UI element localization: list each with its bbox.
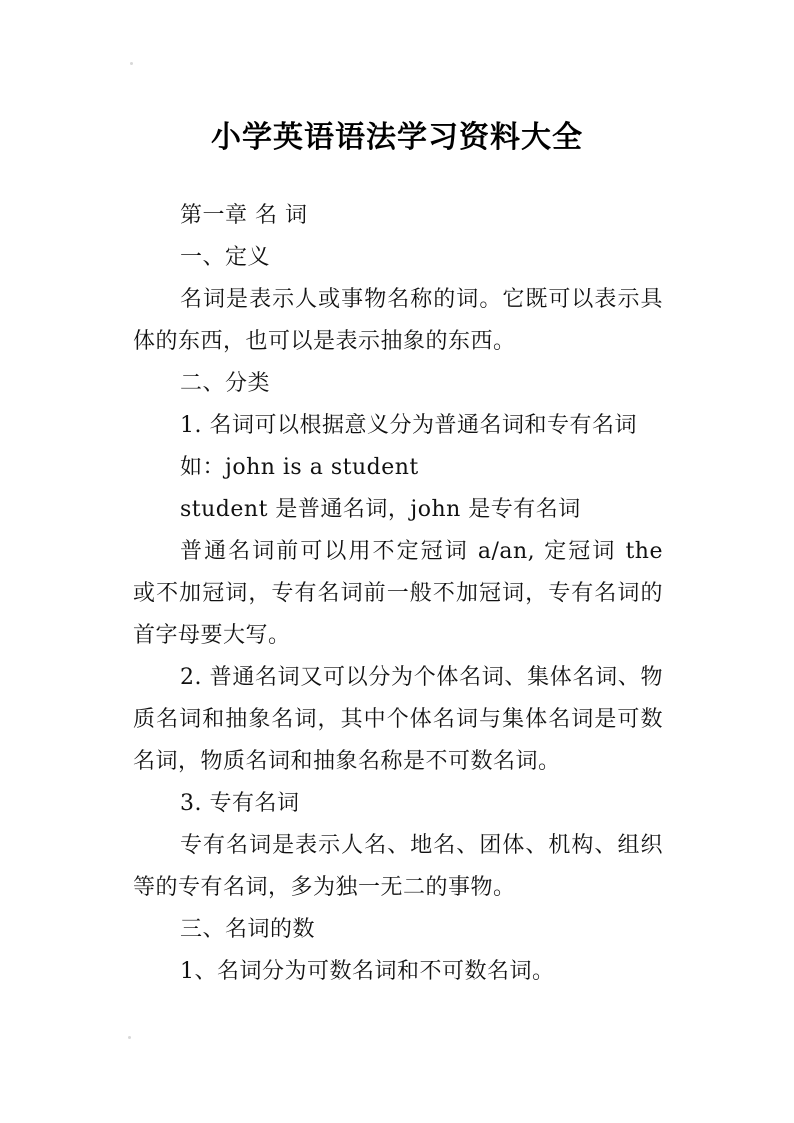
classification-point-3: 3. 专有名词 [180,791,300,816]
article-usage-paragraph: 普通名词前可以用不定冠词 a/an, 定冠词 the 或不加冠词，专有名词前一般不加冠词，专有名词的首字母要大写。 [133,539,663,648]
section-heading-definition: 一、定义 [180,245,271,270]
classification-point-1: 1. 名词可以根据意义分为普通名词和专有名词 [180,413,637,438]
example-sentence: 如：john is a student [180,455,419,480]
classification-point-2: 2. 普通名词又可以分为个体名词、集体名词、物质名词和抽象名词，其中个体名词与集体名词是可数名词，物质名词和抽象名称是不可数名词。 [133,665,663,774]
scan-speck [130,62,133,65]
section-heading-classification: 二、分类 [180,371,271,396]
example-explanation: student 是普通名词，john 是专有名词 [180,497,581,522]
proper-noun-paragraph: 专有名词是表示人名、地名、团体、机构、组织等的专有名词，多为独一无二的事物。 [133,833,663,900]
scan-speck [128,1036,131,1039]
document-title: 小学英语语法学习资料大全 [211,120,583,156]
number-point-1: 1、名词分为可数名词和不可数名词。 [180,959,555,984]
chapter-heading: 第一章 名 词 [180,203,308,228]
section-heading-number: 三、名词的数 [180,917,316,942]
document-body [133,195,663,993]
definition-paragraph: 名词是表示人或事物名称的词。它既可以表示具体的东西，也可以是表示抽象的东西。 [133,287,663,354]
